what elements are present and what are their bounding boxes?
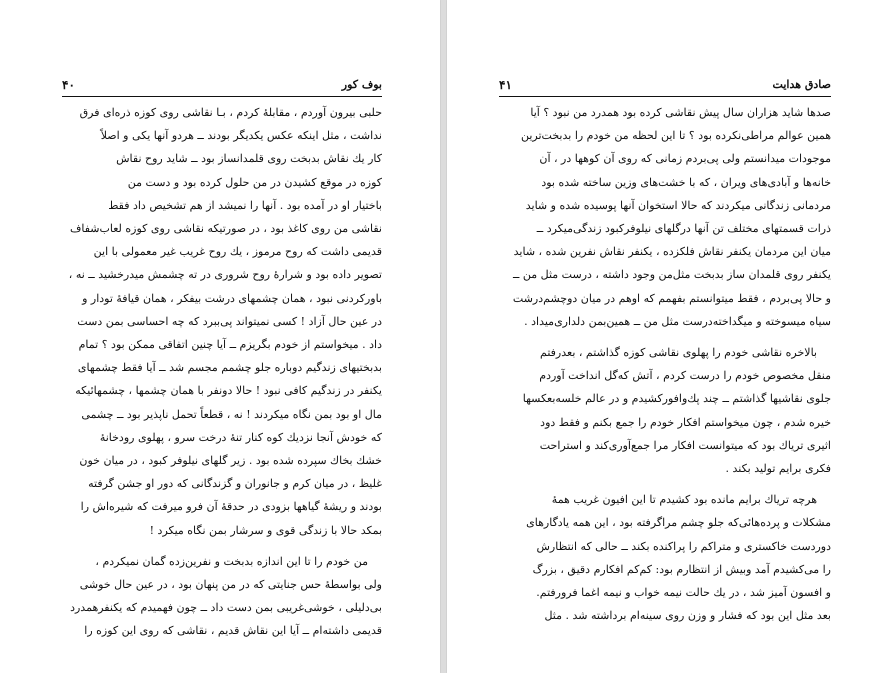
text-line: و افسون آمیز شد ، در یك حالت نیمه خواب و نیمه اغما فرورفتم. [536,586,831,600]
text-line: یکنفر روی قلمدان ساز بدبخت مثل‌من وجود داشته ، درست مثل من ــ [512,268,831,282]
paragraph [499,488,831,627]
text-line: میان این مردمان یکنفر نقاش فلکزده ، یکنفر نقاش نفرین شده ، شاید [513,245,831,259]
text-line: باختیار او در آمده بود . آنها را نمیشد از هم تشخیص داد فقط [108,198,382,212]
text-line: قدیمی داشت که روح مرموز ، یك روح غریب غیر معمولی با این [93,245,382,259]
left-page-header [62,78,382,94]
text-line: بمکد حالا با زندگی قوی و سرشار بمن نگاه میکرد ! [149,523,382,537]
left-running-title: بوف کور [341,78,382,91]
text-line: حلبی بیرون آوردم ، مقابلهٔ کردم ، بـا نقاشی روی کوزه ذره‌ای فرق [79,106,382,119]
text-line: من خودم را تا این اندازه بدبخت و نفرین‌زده گمان نمیکردم ، [95,554,368,568]
right-running-title: صادق هدایت [772,78,831,91]
right-page-body [499,101,831,627]
text-line: یکنفر در زندگیم کافی نبود ! حالا دونفر با همان چشمها ، چشمهائیکه [75,384,382,398]
text-line: سیاه میسوخته و میگداخته‌درست مثل من ــ همین‌بمن دلداری‌میداد . [524,314,831,328]
text-line: ذرات قسمتهای مختلف تن آنها درگلهای نیلوفرکبود زندگی‌میکرد ــ [536,222,831,236]
text-line: در عین حال آزاد ! کسی نمیتواند پی‌ببرد که چه احساسی بمن دست [77,314,382,328]
text-line: داد . میخواستم از خودم بگریزم ــ آیا چنین اتفاقی ممکن بود ؟ تمام [78,338,382,352]
text-line: اثیری تریاك بود که میتوانست افکار مرا جمع‌آوری‌کند و استراحت [539,438,831,452]
right-page-number: ۴۱ [499,78,512,92]
text-line: هرچه تریاك برایم مانده بود کشیدم تا این افیون غریب همهٔ [551,493,817,507]
text-line: را می‌کشیدم آمد وبیش از انتظارم بود: کم‌کم افکارم دقیق ، بزرگ [532,562,831,576]
text-line: تصویر داده بود و شرارهٔ روح شروری در ته چشمش میدرخشید ــ نه ، [68,268,382,282]
paragraph [62,550,382,643]
text-line: موجودات میدانستم ولی پی‌بردم زمانی که روی آن کوهها در ، آن [539,152,831,166]
text-line: مشکلات و پرده‌هائی‌که جلو چشم مراگرفته بود ، این همه یادگارهای [526,516,831,530]
text-line: فکری برایم تولید بکند . [725,462,831,476]
text-line: خانه‌ها و آبادی‌های ویران ، که با خشت‌های وزین ساخته شده بود [541,175,831,189]
text-line: و حالا پی‌بردم ، فقط میتوانستم بفهمم که اوهم در میان دوچشم‌درشت [512,291,831,305]
text-line: بالاخره نقاشی خودم را پهلوی نقاشی کوزه گذاشتم ، بعدرفتم [540,346,817,360]
right-page-header [499,78,831,94]
paragraph [499,101,831,333]
text-line: بعد مثل این بود که فشار و وزن روی سینه‌ام برداشته شد . مثل [544,609,831,623]
header-rule [499,96,831,97]
paragraph [62,101,382,542]
paragraph [499,341,831,480]
text-line: جلوی نقاشیها گذاشتم ــ چند پك‌وافورکشیدم و در عالم خلسه‌بعکسها [522,392,831,406]
text-line: بودند و ریشهٔ گیاهها بزودی در حدقهٔ آن فرو میرفت که شیره‌اش را [80,500,382,514]
text-line: بی‌دلیلی ، خوشی‌غریبی بمن دست داد ــ چون فهمیدم که یکنفرهمدرد [70,601,382,615]
text-line: که خودش آنجا نزدیك کوه کنار تنهٔ درخت سرو ، پهلوی رودخانهٔ [99,430,382,444]
text-line: خشك بخاك سپرده شده بود . زیر گلهای نیلوفر کبود ، در میان خون [79,454,382,468]
text-line: مردمانی زندگانی میکردند که حالا استخوان آنها پوسیده شده و شاید [525,198,831,212]
text-line: نقاشی من روی کاغذ بود ، در صورتیکه نقاشی روی کوزه لعاب‌شفاف [69,222,382,236]
text-line: همین عوالم مراطی‌نکرده بود ؟ تا این لحظه من خودم را بدبخت‌ترین [520,129,831,143]
text-line: بدبختیهای زندگیم دوباره جلو چشمم مجسم شد ــ آیا فقط چشمهای [77,361,382,375]
text-line: نداشت ، مثل اینکه عکس یکدیگر بودند ــ هردو آنها یکی و اصلاً [100,129,382,143]
text-line: خیره شدم ، چون میخواستم افکار خودم را جمع بکنم و فقط دود [540,415,831,429]
text-line: قدیمی داشته‌ام ــ آیا این نقاش قدیم ، نقاشی که روی این کوزه را [84,624,382,638]
text-line: دوردست خاکستری و متراکم را پراکنده بکند ــ حالی که انتظارش [536,539,831,553]
left-page-body [62,101,382,643]
text-line: منقل مخصوص خودم را درست کردم ، آتش که‌گل انداخت آوردم [539,369,831,383]
text-line: کوزه در موقع کشیدن در من حلول کرده بود و دست من [127,175,382,189]
text-line: مال او بود بمن نگاه میکردند ! نه ، قطعاً تحمل ناپذیر بود ــ چشمی [81,407,382,421]
text-line: صدها شاید هزاران سال پیش نقاشی کرده بود همدرد من نبود ؟ آیا [530,106,831,119]
header-rule [62,96,382,97]
text-line: کار یك نقاش بدبخت روی قلمدانساز بود ــ شاید روح نقاش [116,152,382,166]
text-line: ولی بواسطهٔ حس جنایتی که در من پنهان بود ، در عین حال خوشی [79,578,382,592]
text-line: باورکردنی نبود ، همان چشمهای درشت بیفکر ، همان قیافهٔ تودار و [82,291,382,305]
left-page [0,0,440,673]
left-page-number: ۴۰ [62,78,75,92]
right-page [447,0,887,673]
text-line: غلیظ ، در میان کرم و جانوران و گزندگانی که دور او جشن گرفته [88,477,382,491]
